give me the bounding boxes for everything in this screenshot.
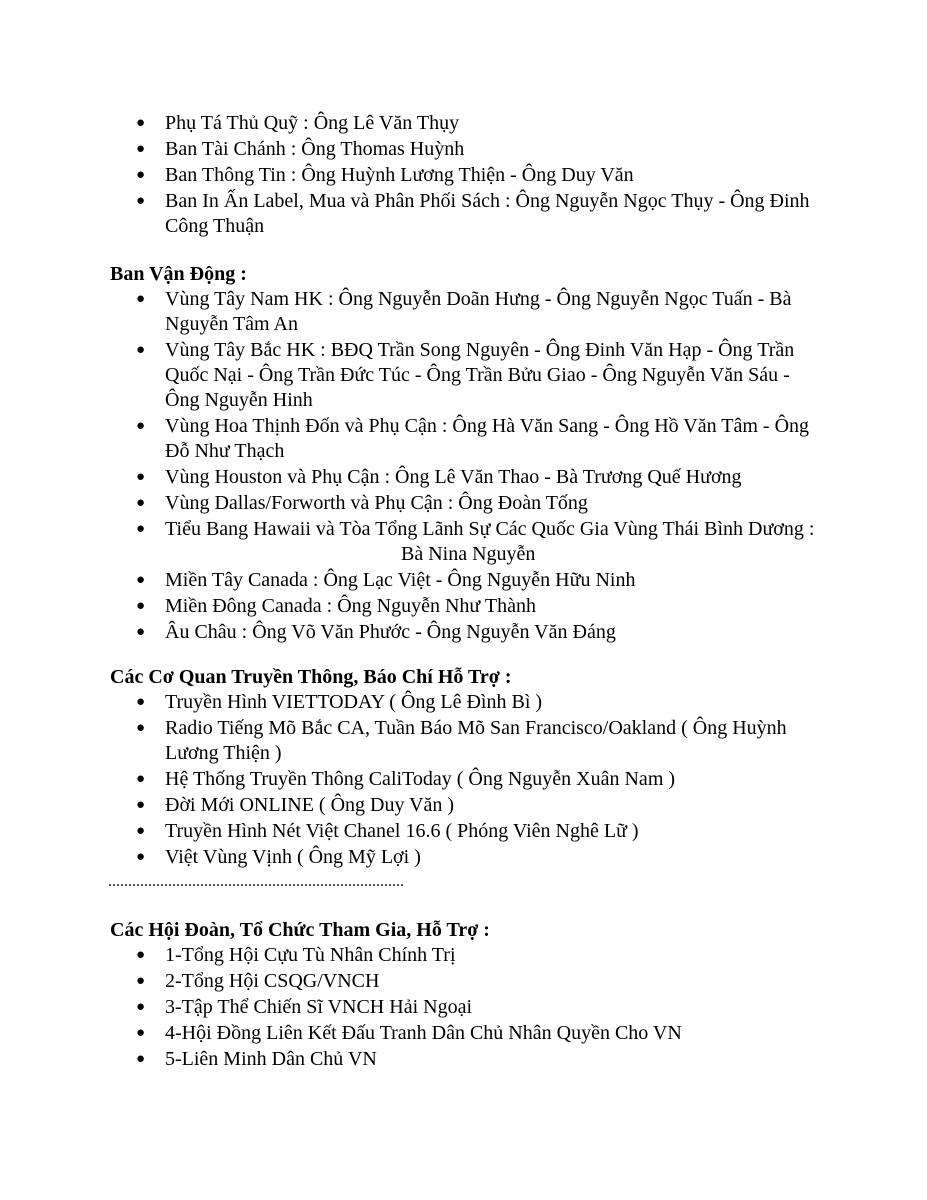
list-item xyxy=(0,690,927,715)
list-item-text: Tiểu Bang Hawaii và Tòa Tổng Lãnh Sự Các Quốc Gia Vùng Thái Bình Dương : xyxy=(165,518,815,540)
list-item xyxy=(0,338,927,413)
bullet-dot-icon: ● xyxy=(136,469,146,485)
list-item xyxy=(0,189,927,239)
list-item xyxy=(0,620,927,645)
list-item-text: Truyền Hình VIETTODAY ( Ông Lê Đình Bì ) xyxy=(165,691,543,713)
list-item xyxy=(0,491,927,516)
list-item xyxy=(0,995,927,1020)
list-item xyxy=(0,111,927,136)
list-item xyxy=(0,1047,927,1072)
bullet-dot-icon: ● xyxy=(136,167,146,183)
bullet-dot-icon: ● xyxy=(136,495,146,511)
bullet-dot-icon: ● xyxy=(136,193,146,209)
list-item-text: Phụ Tá Thủ Quỹ : Ông Lê Văn Thụy xyxy=(165,112,460,134)
section-heading: Các Hội Đoàn, Tổ Chức Tham Gia, Hỗ Trợ : xyxy=(110,919,490,941)
list-item-text: 3-Tập Thể Chiến Sĩ VNCH Hải Ngoại xyxy=(165,996,473,1018)
list-item xyxy=(0,594,927,619)
bullet-dot-icon: ● xyxy=(136,521,146,537)
bullet-dot-icon: ● xyxy=(136,947,146,963)
organizations-list xyxy=(0,943,927,1072)
officers-list xyxy=(0,111,927,239)
bullet-dot-icon: ● xyxy=(136,1025,146,1041)
list-item xyxy=(0,969,927,994)
list-item-text: Ban Tài Chánh : Ông Thomas Huỳnh xyxy=(165,138,465,160)
list-item-text: Vùng Dallas/Forworth và Phụ Cận : Ông Đoàn Tống xyxy=(165,492,588,514)
list-item-text: Hệ Thống Truyền Thông CaliToday ( Ông Nguyễn Xuân Nam ) xyxy=(165,768,676,790)
list-item-text: Vùng Houston và Phụ Cận : Ông Lê Văn Thao - Bà Trương Quế Hương xyxy=(165,466,742,488)
bullet-dot-icon: ● xyxy=(136,141,146,157)
list-item-text: Truyền Hình Nét Việt Chanel 16.6 ( Phóng Viên Nghê Lữ ) xyxy=(165,820,639,842)
officers-section xyxy=(0,111,927,240)
ban-van-dong-section xyxy=(0,262,927,646)
list-item-text: Miền Đông Canada : Ông Nguyễn Như Thành xyxy=(165,595,536,617)
media-section xyxy=(0,665,927,871)
list-item-text: 4-Hội Đồng Liên Kết Đấu Tranh Dân Chủ Nhân Quyền Cho VN xyxy=(165,1022,682,1044)
bullet-dot-icon: ● xyxy=(136,849,146,865)
list-item xyxy=(0,767,927,792)
list-item-text: Vùng Tây Bắc HK : BĐQ Trần Song Nguyên - Ông Đinh Văn Hạp - Ông Trần Quốc Nại - Ông Trần Đức Túc - Ông Trần Bửu Giao - Ông Nguyễn Văn Sáu - Ông Nguyễn Hinh xyxy=(165,339,795,411)
bullet-dot-icon: ● xyxy=(136,115,146,131)
list-item-text: 2-Tổng Hội CSQG/VNCH xyxy=(165,970,380,992)
organizations-section xyxy=(0,918,927,1073)
list-item-text: Việt Vùng Vịnh ( Ông Mỹ Lợi ) xyxy=(165,846,421,868)
list-item xyxy=(0,137,927,162)
ban-van-dong-list xyxy=(0,287,927,645)
list-item-text: 1-Tổng Hội Cựu Tù Nhân Chính Trị xyxy=(165,944,456,966)
bullet-dot-icon: ● xyxy=(136,797,146,813)
list-item xyxy=(0,568,927,593)
list-item-text: 5-Liên Minh Dân Chủ VN xyxy=(165,1048,377,1070)
list-item xyxy=(0,819,927,844)
list-item xyxy=(0,517,927,567)
bullet-dot-icon: ● xyxy=(136,999,146,1015)
bullet-dot-icon: ● xyxy=(136,342,146,358)
bullet-dot-icon: ● xyxy=(136,823,146,839)
list-item-text: Ban In Ấn Label, Mua và Phân Phối Sách : Ông Nguyễn Ngọc Thụy - Ông Đinh Công Thuận xyxy=(165,190,810,237)
list-item xyxy=(0,414,927,464)
list-item xyxy=(0,716,927,766)
dotted-separator: .......................................................................... xyxy=(108,873,404,890)
bullet-dot-icon: ● xyxy=(136,973,146,989)
list-item-text: Vùng Tây Nam HK : Ông Nguyễn Doãn Hưng - Ông Nguyễn Ngọc Tuấn - Bà Nguyễn Tâm An xyxy=(165,288,792,335)
list-item xyxy=(0,287,927,337)
bullet-dot-icon: ● xyxy=(136,572,146,588)
media-list xyxy=(0,690,927,870)
bullet-dot-icon: ● xyxy=(136,624,146,640)
list-item xyxy=(0,845,927,870)
list-item-name: Bà Nina Nguyễn xyxy=(401,543,536,565)
list-item xyxy=(0,1021,927,1046)
list-item-text: Miền Tây Canada : Ông Lạc Việt - Ông Nguyễn Hữu Ninh xyxy=(165,569,636,591)
list-item xyxy=(0,943,927,968)
bullet-dot-icon: ● xyxy=(136,720,146,736)
bullet-dot-icon: ● xyxy=(136,598,146,614)
list-item-text: Đời Mới ONLINE ( Ông Duy Văn ) xyxy=(165,794,455,816)
bullet-dot-icon: ● xyxy=(136,1051,146,1067)
list-item-text: Ban Thông Tin : Ông Huỳnh Lương Thiện - Ông Duy Văn xyxy=(165,164,634,186)
bullet-dot-icon: ● xyxy=(136,291,146,307)
list-item xyxy=(0,465,927,490)
list-item xyxy=(0,163,927,188)
list-item-text: Âu Châu : Ông Võ Văn Phước - Ông Nguyễn Văn Đáng xyxy=(165,621,616,643)
section-heading: Các Cơ Quan Truyền Thông, Báo Chí Hỗ Trợ : xyxy=(110,666,512,688)
bullet-dot-icon: ● xyxy=(136,771,146,787)
list-item-text: Radio Tiếng Mõ Bắc CA, Tuần Báo Mõ San Francisco/Oakland ( Ông Huỳnh Lương Thiện ) xyxy=(165,717,787,764)
bullet-dot-icon: ● xyxy=(136,418,146,434)
bullet-dot-icon: ● xyxy=(136,694,146,710)
list-item xyxy=(0,793,927,818)
section-heading: Ban Vận Động : xyxy=(110,263,247,285)
list-item-text: Vùng Hoa Thịnh Đốn và Phụ Cận : Ông Hà Văn Sang - Ông Hồ Văn Tâm - Ông Đỗ Như Thạch xyxy=(165,415,810,462)
